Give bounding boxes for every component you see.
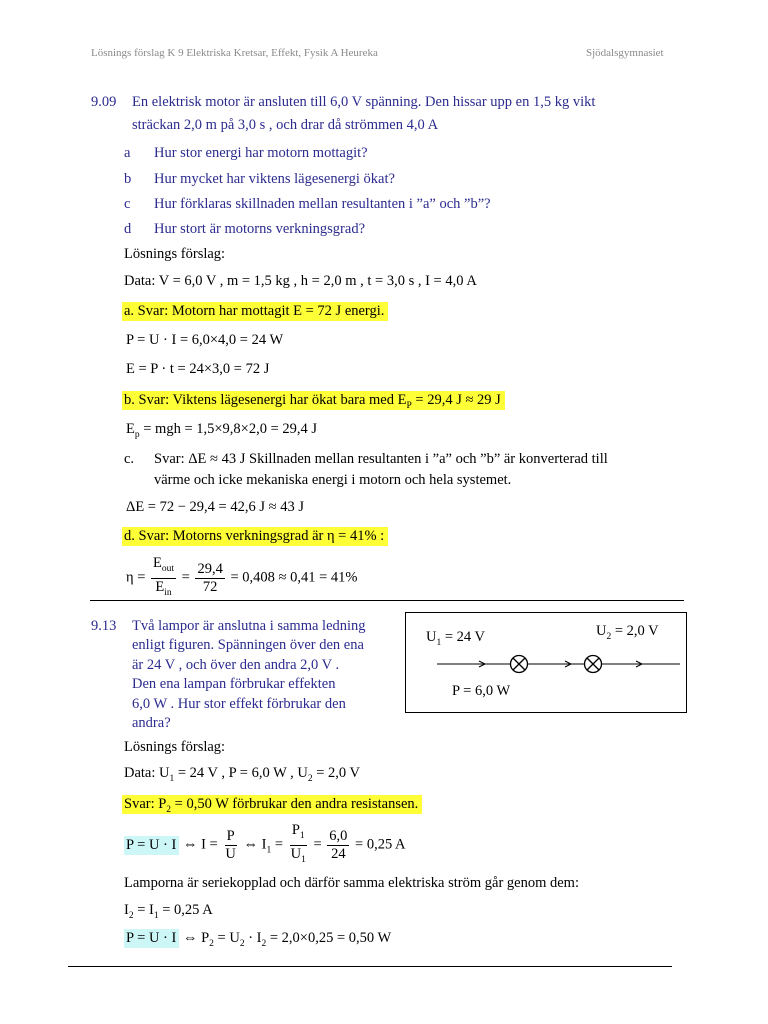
- header-right: Sjödalsgymnasiet: [586, 47, 664, 59]
- problem-913-line: enligt figuren. Spänningen över den ena: [132, 637, 364, 653]
- lamp-2-icon: [585, 656, 602, 673]
- question-text: Hur stort är motorns verkningsgrad?: [154, 221, 366, 237]
- answer-c-label: c.: [124, 451, 135, 467]
- problem-913-line: andra?: [132, 715, 171, 731]
- problem-913-line: 6,0 W . Hur stor effekt förbrukar den: [132, 696, 346, 712]
- question-text: Hur stor energi har motorn mottagit?: [154, 145, 368, 161]
- problem-913-line: är 24 V , och över den andra 2,0 V .: [132, 657, 340, 673]
- lamp-1-icon: [511, 656, 528, 673]
- header-left: Lösnings förslag K 9 Elektriska Kretsar, Effekt, Fysik A Heureka: [91, 47, 378, 59]
- solution-label: Lösnings förslag:: [124, 246, 226, 262]
- problem-913-number: 9.13: [91, 618, 117, 634]
- answer-d: d. Svar: Motorns verkningsgrad är η = 41% :: [122, 527, 388, 545]
- data-line: Data: V = 6,0 V , m = 1,5 kg , h = 2,0 m , t = 3,0 s , I = 4,0 A: [124, 273, 477, 289]
- figure-u2-label: $U_2 = 2,0$ V: [596, 623, 659, 642]
- equation-current-equal: $I_2 = I_1 = 0,25$ A: [124, 902, 213, 921]
- equation-power-2: P = U · I ⇔ $P_2 = U_2 \cdot I_2 = 2,0\times 0,25 = 0,50$ W: [126, 930, 392, 949]
- problem-913-line: Den ena lampan förbrukar effekten: [132, 676, 336, 692]
- problem-909-line1: En elektrisk motor är ansluten till 6,0 V spänning. Den hissar upp en 1,5 kg vikt: [132, 94, 596, 110]
- question-text: Hur förklaras skillnaden mellan resultanten i ”a” och ”b”?: [154, 196, 491, 212]
- circuit-figure: [405, 612, 687, 713]
- equation-energy-difference: ΔE = 72 − 29,4 = 42,6 J ≈ 43 J: [126, 499, 304, 515]
- answer-c-line1: Svar: ΔE ≈ 43 J Skillnaden mellan resultanten i ”a” och ”b” är konverterad till: [154, 451, 608, 467]
- equation-potential-energy: $E_p$ = mgh = 1,5×9,8×2,0 = 29,4 J: [126, 421, 318, 440]
- equation-power: P = U · I = 6,0×4,0 = 24 W: [126, 332, 284, 348]
- answer-a: a. Svar: Motorn har mottagit E = 72 J energi.: [122, 302, 388, 320]
- footer-divider: [68, 966, 672, 967]
- equation-energy: E = P · t = 24×3,0 = 72 J: [126, 361, 270, 377]
- problem-909-line2: sträckan 2,0 m på 3,0 s , och drar då strömmen 4,0 A: [132, 117, 439, 133]
- answer-913: Svar: $P_2 = 0,50$ W förbrukar den andra resistansen.: [122, 795, 422, 819]
- equation-efficiency: η = $\frac{E_{out}}{E_{in}}$ = $\frac{29,4}{72}$ = 0,408 ≈ 0,41 = 41%: [126, 555, 358, 598]
- problem-913-line: Två lampor är anslutna i samma ledning: [132, 618, 366, 634]
- problem-909-number: 9.09: [91, 94, 117, 110]
- answer-b: b. Svar: Viktens lägesenergi har ökat bara med $E_P = 29,4$ J ≈ 29 J: [122, 391, 505, 415]
- series-explanation: Lamporna är seriekopplad och därför samma elektriska ström går genom dem:: [124, 875, 579, 891]
- figure-u1-label: $U_1 = 24$ V: [426, 629, 485, 648]
- figure-power-label: P = 6,0 W: [452, 683, 511, 699]
- answer-c-line2: värme och icke mekaniska energi i motorn och hela systemet.: [154, 472, 512, 488]
- question-text: Hur mycket har viktens lägesenergi ökat?: [154, 171, 395, 187]
- question-letter: b: [124, 171, 132, 187]
- solution-label: Lösnings förslag:: [124, 739, 226, 755]
- equation-current: P = U · I ⇔ I = $\frac{P}{U}$ ⇔ $I_1$ = $\frac{P_1}{U_1}$ = $\frac{6,0}{24}$ = 0,25 A: [126, 822, 406, 865]
- question-letter: d: [124, 221, 132, 237]
- data-line: Data: $U_1 = 24$ V , P = 6,0 W , $U_2 = 2,0$ V: [124, 765, 360, 784]
- question-letter: a: [124, 145, 131, 161]
- section-divider: [90, 600, 684, 601]
- question-letter: c: [124, 196, 131, 212]
